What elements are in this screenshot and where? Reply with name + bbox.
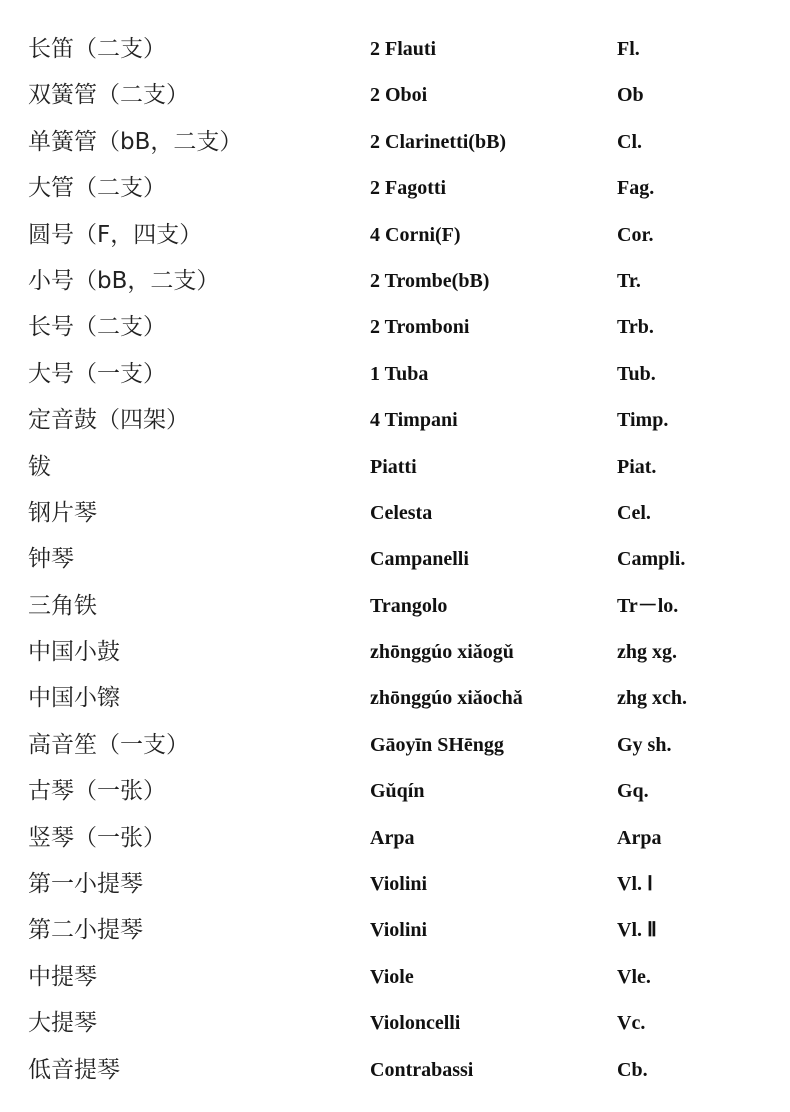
chinese-name: 定音鼓（四架）	[28, 407, 189, 434]
italian-name: zhōnggúo xiǎogǔ	[370, 641, 514, 664]
italian-name: 2 Fagotti	[370, 177, 447, 200]
italian-name: Gǔqín	[370, 780, 425, 803]
abbreviation: zhg xch.	[617, 687, 687, 710]
italian-name: 2 Clarinetti(bB)	[370, 130, 507, 153]
italian-name: Viole	[370, 965, 414, 988]
table-row	[0, 1047, 790, 1093]
table-row	[0, 119, 790, 165]
italian-name: Violoncelli	[370, 1012, 461, 1035]
chinese-name: 大号（一支）	[28, 360, 166, 387]
table-row	[0, 815, 790, 861]
abbreviation: Cb.	[617, 1058, 648, 1081]
table-row	[0, 397, 790, 443]
italian-name: 4 Corni(F)	[370, 223, 461, 246]
table-row	[0, 768, 790, 814]
chinese-name: 钢片琴	[28, 499, 97, 526]
table-row	[0, 72, 790, 118]
chinese-name: 大管（二支）	[28, 175, 166, 202]
abbreviation: Tr.	[617, 269, 641, 292]
italian-name: 4 Timpani	[370, 409, 458, 432]
chinese-name: 第一小提琴	[28, 871, 143, 898]
chinese-name: 中国小镲	[28, 685, 120, 712]
table-row	[0, 583, 790, 629]
table-row	[0, 26, 790, 72]
chinese-name: 钟琴	[28, 546, 74, 573]
abbreviation: Gq.	[617, 780, 649, 803]
chinese-name: 古琴（一张）	[28, 778, 166, 805]
abbreviation: Arpa	[617, 826, 662, 849]
abbreviation: Trb.	[617, 316, 654, 339]
abbreviation: Vc.	[617, 1012, 646, 1035]
italian-name: 2 Flauti	[370, 38, 437, 60]
italian-name: Celesta	[370, 501, 433, 524]
chinese-name: 中提琴	[28, 963, 97, 990]
table-row	[0, 1000, 790, 1046]
italian-name: 2 Trombe(bB)	[370, 269, 490, 292]
chinese-name: 竖琴（一张）	[28, 824, 166, 851]
italian-name: Violini	[370, 873, 428, 896]
italian-name: zhōnggúo xiǎochǎ	[370, 687, 523, 710]
table-row	[0, 907, 790, 953]
chinese-name: 第二小提琴	[28, 917, 143, 944]
table-row	[0, 675, 790, 721]
chinese-name: 圆号（F，四支）	[28, 221, 203, 248]
chinese-name: 低音提琴	[28, 1056, 120, 1083]
abbreviation: Cl.	[617, 130, 642, 153]
abbreviation: Vle.	[617, 965, 651, 988]
italian-name: Contrabassi	[370, 1058, 474, 1081]
abbreviation: Vl. Ⅰ	[617, 873, 653, 896]
table-row	[0, 165, 790, 211]
italian-name: Gāoyīn SHēngg	[370, 733, 504, 756]
italian-name: Campanelli	[370, 548, 469, 571]
chinese-name: 双簧管（二支）	[28, 82, 189, 109]
italian-name: 2 Tromboni	[370, 316, 470, 339]
abbreviation: Ob	[617, 84, 644, 107]
table-row	[0, 629, 790, 675]
instrument-table	[0, 26, 790, 1093]
italian-name: 2 Oboi	[370, 84, 428, 107]
chinese-name: 长号（二支）	[28, 314, 166, 341]
abbreviation: Tr－lo.	[617, 594, 679, 617]
chinese-name: 大提琴	[28, 1010, 97, 1037]
abbreviation: Timp.	[617, 409, 669, 432]
chinese-name: 长笛（二支）	[28, 36, 166, 62]
table-row	[0, 351, 790, 397]
chinese-name: 高音笙（一支）	[28, 731, 189, 758]
table-row	[0, 490, 790, 536]
abbreviation: Cel.	[617, 501, 651, 524]
italian-name: 1 Tuba	[370, 362, 429, 385]
abbreviation: zhg xg.	[617, 641, 677, 664]
abbreviation: Fag.	[617, 177, 655, 200]
chinese-name: 钹	[28, 453, 51, 480]
table-row	[0, 212, 790, 258]
abbreviation: Piat.	[617, 455, 657, 478]
italian-name: Piatti	[370, 455, 417, 478]
abbreviation: Fl.	[617, 38, 640, 60]
chinese-name: 中国小鼓	[28, 639, 120, 666]
table-row	[0, 258, 790, 304]
abbreviation: Campli.	[617, 548, 686, 571]
table-row	[0, 536, 790, 582]
chinese-name: 单簧管（bB，二支）	[28, 128, 243, 155]
italian-name: Arpa	[370, 826, 415, 849]
abbreviation: Cor.	[617, 223, 654, 246]
table-row	[0, 444, 790, 490]
table-row	[0, 304, 790, 350]
table-row	[0, 954, 790, 1000]
abbreviation: Tub.	[617, 362, 656, 385]
abbreviation: Gy sh.	[617, 733, 672, 756]
italian-name: Violini	[370, 919, 428, 942]
italian-name: Trangolo	[370, 594, 448, 617]
abbreviation: Vl. Ⅱ	[617, 919, 657, 942]
table-row	[0, 722, 790, 768]
table-row	[0, 861, 790, 907]
chinese-name: 三角铁	[28, 592, 97, 619]
chinese-name: 小号（bB，二支）	[28, 267, 220, 294]
